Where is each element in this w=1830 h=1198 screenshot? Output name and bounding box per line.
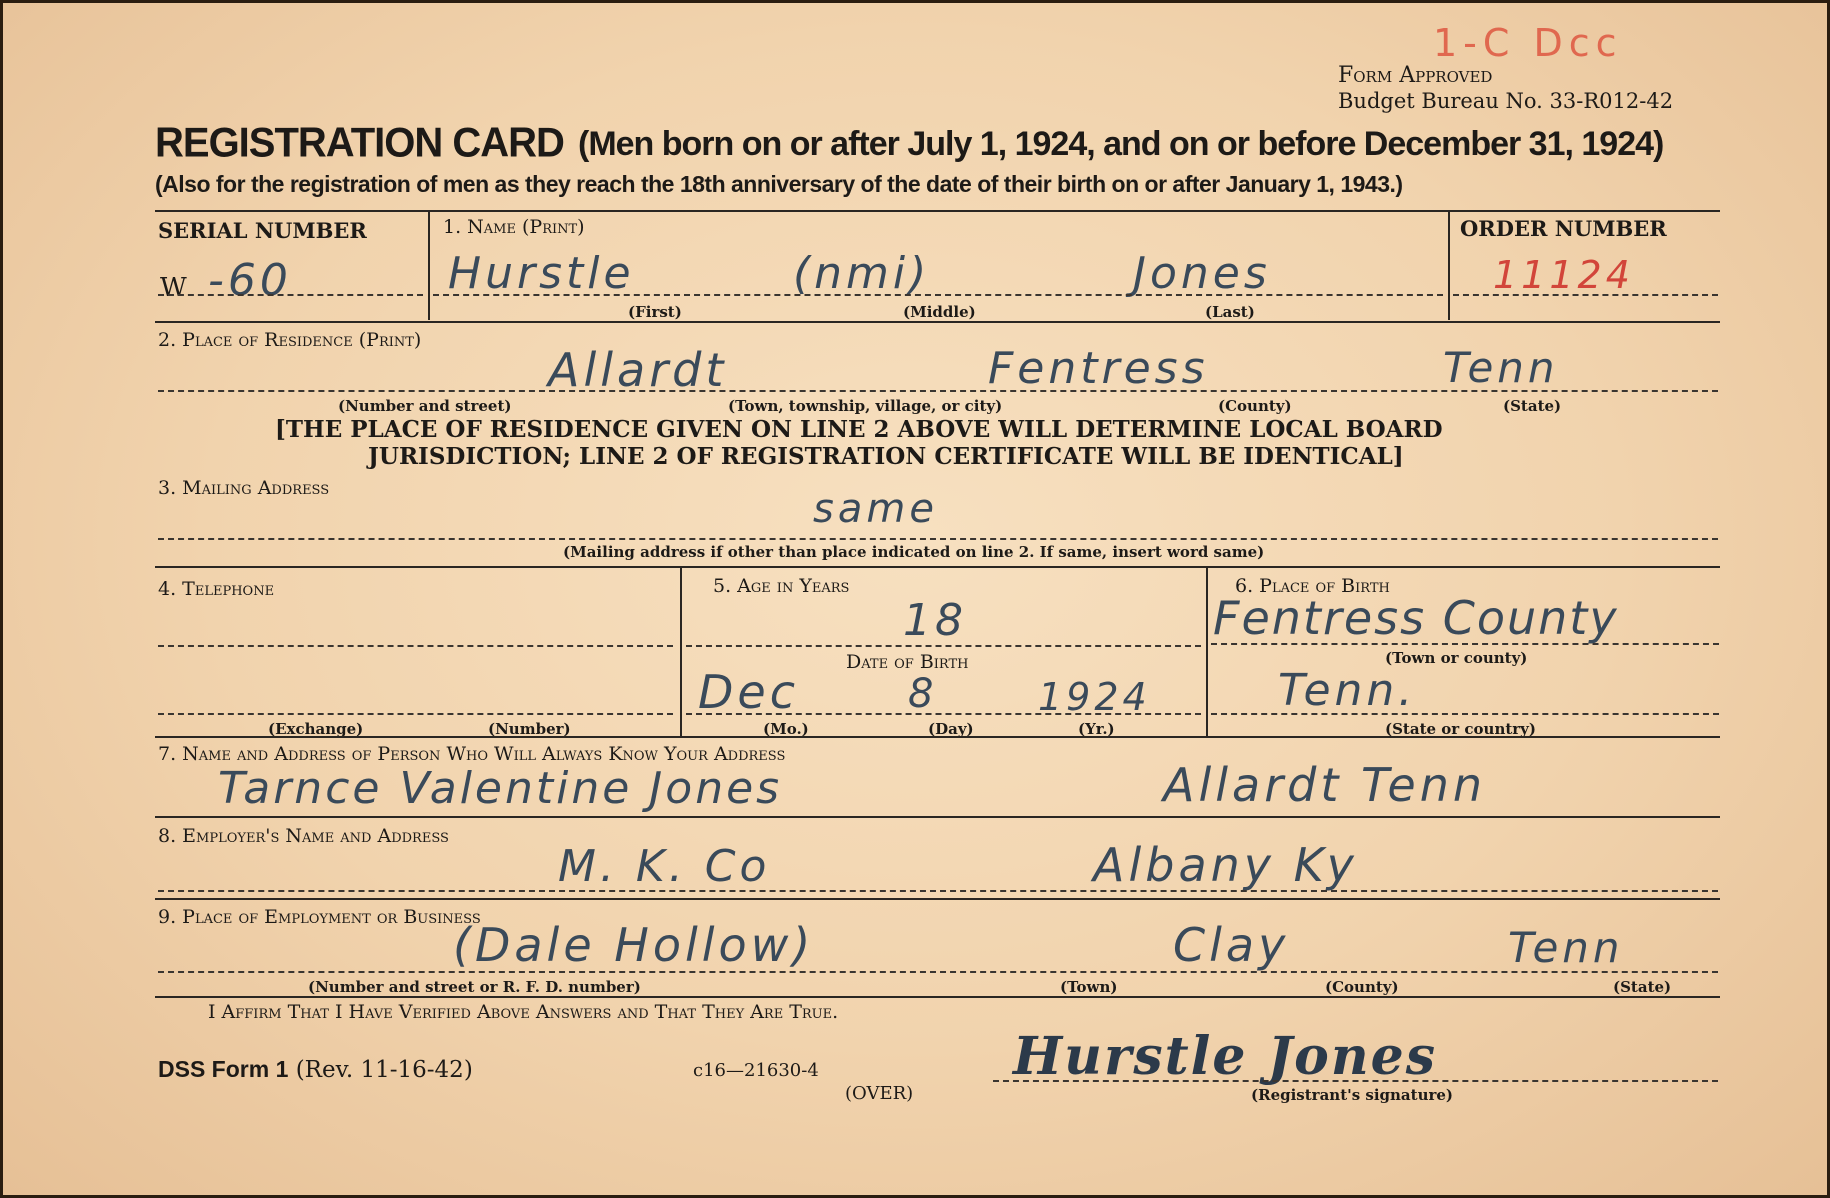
cap-birth-state: (State or country) [1385, 720, 1536, 738]
cap-street: (Number and street) [338, 397, 512, 415]
serial-line [158, 294, 423, 296]
employment-state: Tenn [1508, 923, 1624, 972]
birthplace-town: Fentress County [1213, 591, 1619, 645]
over-label: (OVER) [845, 1083, 914, 1104]
cap-yr: (Yr.) [1078, 720, 1115, 738]
birthplace-label: 6. Place of Birth [1235, 575, 1390, 597]
contact-address: Allardt Tenn [1163, 758, 1487, 812]
mailing-line [158, 538, 1718, 540]
mailing-value: same [813, 486, 938, 532]
dob-line [686, 713, 1201, 715]
residence-county: Fentress [988, 343, 1209, 394]
age-value: 18 [903, 595, 967, 646]
affirm-text: I Affirm That I Have Verified Above Answers and That They Are True. [208, 1001, 839, 1023]
employment-county: Clay [1173, 918, 1290, 972]
form-rev: (Rev. 11-16-42) [295, 1057, 473, 1083]
form-id-name: DSS Form 1 [158, 1056, 289, 1082]
order-value: 11124 [1493, 253, 1634, 297]
rule-top [155, 210, 1720, 212]
contact-label: 7. Name and Address of Person Who Will Always Know Your Address [158, 743, 786, 765]
red-annotation: 1-C Dcc [1433, 21, 1623, 65]
serial-prefix: W [160, 273, 187, 303]
signature-line [993, 1080, 1718, 1082]
rule-row9 [155, 996, 1720, 998]
birthplace-line-2 [1211, 713, 1719, 715]
name-first: Hurstle [448, 248, 635, 299]
employer-name: M. K. Co [558, 841, 771, 892]
employment-line [158, 971, 1718, 973]
employment-label: 9. Place of Employment or Business [158, 906, 481, 928]
name-line [433, 294, 1443, 296]
registrant-signature: Hurstle Jones [1013, 1026, 1438, 1087]
contact-name: Tarnce Valentine Jones [218, 763, 783, 814]
budget-bureau: Budget Bureau No. 33-R012-42 [1338, 89, 1674, 113]
cap-middle: (Middle) [903, 303, 976, 321]
telephone-line-1 [158, 645, 673, 647]
cap-number: (Number) [488, 720, 571, 738]
order-label: ORDER NUMBER [1460, 216, 1667, 241]
dob-label: Date of Birth [846, 651, 969, 673]
signature-caption: (Registrant's signature) [1251, 1086, 1454, 1104]
residence-state: Tenn [1443, 343, 1559, 392]
mailing-label: 3. Mailing Address [158, 477, 330, 499]
name-label: 1. Name (Print) [443, 216, 585, 238]
cap-last: (Last) [1205, 303, 1255, 321]
form-approved: Form Approved [1338, 63, 1493, 88]
serial-value: -60 [208, 255, 292, 306]
card-subtitle: (Also for the registration of men as they reach the 18th anniversary of the date of their birth on or after January 1, 1943.) [155, 171, 1403, 197]
age-line [686, 645, 1201, 647]
rule-row8 [155, 898, 1720, 900]
cap-town: (Town, township, village, or city) [728, 397, 1003, 415]
notice-line-2: JURISDICTION; LINE 2 OF REGISTRATION CERTIFICATE WILL BE IDENTICAL] [368, 443, 1404, 470]
notice-line-1: [THE PLACE OF RESIDENCE GIVEN ON LINE 2 ABOVE WILL DETERMINE LOCAL BOARD [275, 416, 1443, 443]
title-main: REGISTRATION CARD [155, 119, 564, 167]
serial-label: SERIAL NUMBER [158, 218, 367, 243]
divider-order [1448, 210, 1450, 320]
residence-label: 2. Place of Residence (Print) [158, 329, 422, 351]
dob-month: Dec [698, 665, 800, 719]
dob-year: 1924 [1038, 675, 1151, 719]
employer-address: Albany Ky [1093, 838, 1358, 892]
rule-row3 [155, 566, 1720, 568]
birthplace-line-1 [1211, 643, 1719, 645]
cap-county: (County) [1218, 397, 1292, 415]
cap-exchange: (Exchange) [268, 720, 364, 738]
cap-emp-street: (Number and street or R. F. D. number) [308, 978, 641, 996]
divider-age-birth [1206, 566, 1208, 736]
name-last: Jones [1133, 248, 1271, 299]
card-title [155, 120, 564, 167]
cap-birth-town: (Town or county) [1385, 649, 1528, 667]
residence-line [158, 390, 1718, 392]
cap-first: (First) [628, 303, 682, 321]
employer-label: 8. Employer's Name and Address [158, 825, 449, 847]
divider-serial [428, 210, 430, 320]
cap-mo: (Mo.) [763, 720, 809, 738]
rule-row7 [155, 816, 1720, 818]
dob-day: 8 [908, 671, 938, 717]
rule-row4 [155, 736, 1720, 738]
age-label: 5. Age in Years [713, 575, 850, 597]
title-eligibility: (Men born on or after July 1, 1924, and on or before December 31, 1924) [578, 125, 1664, 163]
employer-line [158, 890, 1718, 892]
telephone-label: 4. Telephone [158, 578, 275, 600]
employment-place: (Dale Hollow) [453, 918, 815, 972]
birthplace-state: Tenn. [1278, 665, 1417, 716]
name-middle: (nmi) [793, 248, 931, 299]
cap-emp-town: (Town) [1060, 978, 1118, 996]
form-id [158, 1056, 473, 1083]
divider-phone-age [680, 566, 682, 736]
cap-state: (State) [1503, 397, 1562, 415]
cap-emp-state: (State) [1613, 978, 1672, 996]
cap-day: (Day) [928, 720, 974, 738]
cap-emp-county: (County) [1325, 978, 1399, 996]
mailing-caption: (Mailing address if other than place indicated on line 2. If same, insert word same) [563, 543, 1265, 561]
residence-town: Allardt [548, 343, 728, 397]
rule-row1 [155, 321, 1720, 323]
order-line [1453, 294, 1718, 296]
print-code: c16—21630-4 [693, 1060, 819, 1081]
telephone-line-2 [158, 713, 673, 715]
